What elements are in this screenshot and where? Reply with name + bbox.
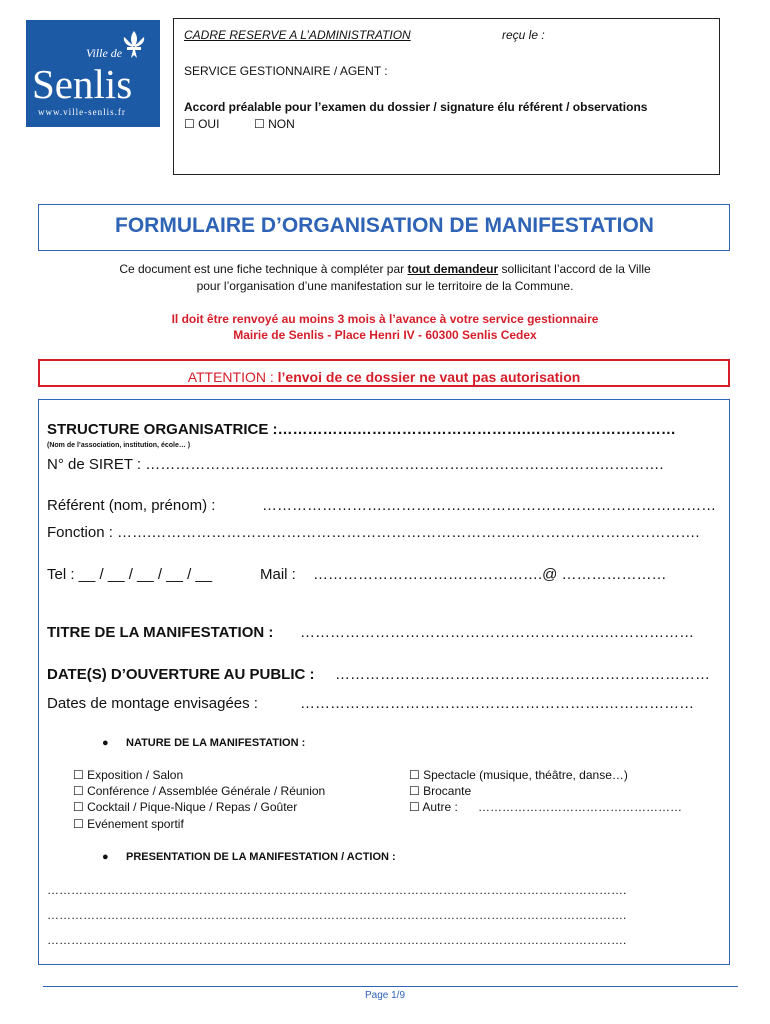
nature-option-sportif[interactable]: ☐ Evénement sportif	[73, 817, 184, 831]
nature-bullet: ●	[102, 737, 109, 749]
montage-field[interactable]: …………………………………………………….………………	[300, 695, 695, 712]
tel-field[interactable]: Tel : __ / __ / __ / __ / __	[47, 566, 213, 583]
nature-option-brocante[interactable]: ☐ Brocante	[409, 784, 472, 798]
attention-banner	[38, 359, 730, 387]
referent-label: Référent (nom, prénom) :	[47, 497, 216, 514]
mail-field[interactable]: ……………………………………….@ …………………	[313, 566, 667, 583]
admin-reserved-box	[173, 18, 720, 175]
admin-cadre-label: CADRE RESERVE A L’ADMINISTRATION	[184, 28, 411, 42]
siret-field[interactable]: N° de SIRET : …………………….…………………………………………………………………….	[47, 456, 664, 473]
structure-field[interactable]: STRUCTURE ORGANISATRICE :…………….…………………………….…………………………	[47, 421, 676, 438]
nature-option-exposition[interactable]: ☐ Exposition / Salon	[73, 768, 184, 782]
notice-line-2: Mairie de Senlis - Place Henri IV - 60300 Senlis Cedex	[233, 328, 537, 342]
fonction-field[interactable]: Fonction : …….……………………………………………………………….……………………………….	[47, 524, 700, 541]
nature-option-spectacle[interactable]: ☐ Spectacle (musique, théâtre, danse…)	[409, 768, 628, 782]
presentation-line[interactable]: ……………………………………………………………………………………………………………………………….	[47, 883, 627, 897]
nature-title: NATURE DE LA MANIFESTATION :	[126, 737, 306, 749]
referent-field[interactable]: …………………….…………………………………………………………	[262, 497, 717, 514]
nature-option-autre[interactable]: ☐ Autre :	[409, 800, 458, 814]
oui-checkbox[interactable]: ☐ OUI	[184, 117, 220, 131]
admin-service-label: SERVICE GESTIONNAIRE / AGENT :	[184, 64, 388, 78]
logo-ville: Ville de	[86, 46, 123, 60]
dates-field[interactable]: …………………………………………………………………	[335, 666, 710, 683]
attention-sep: :	[265, 369, 278, 385]
montage-label: Dates de montage envisagées :	[47, 695, 258, 712]
title-box	[38, 204, 730, 251]
presentation-title: PRESENTATION DE LA MANIFESTATION / ACTION :	[126, 851, 396, 863]
dates-label: DATE(S) D’OUVERTURE AU PUBLIC :	[47, 666, 315, 683]
footer-divider	[43, 986, 738, 987]
presentation-bullet: ●	[102, 851, 109, 863]
intro-text-after: sollicitant l’accord de la Ville	[498, 262, 651, 276]
notice-line-1: Il doit être renvoyé au moins 3 mois à l’avance à votre service gestionnaire	[171, 312, 599, 326]
intro-text: Ce document est une fiche technique à compléter par	[119, 262, 408, 276]
titre-field[interactable]: …………………………………………………….………………	[300, 624, 695, 641]
intro-line-1	[0, 262, 770, 276]
presentation-line[interactable]: ……………………………………………………………………………………………………………………………….	[47, 933, 627, 947]
page-title: FORMULAIRE D’ORGANISATION DE MANIFESTATION	[115, 214, 654, 237]
intro-emphasis: tout demandeur	[407, 262, 499, 276]
admin-accord-label: Accord préalable pour l’examen du dossier / signature élu référent / observations	[184, 100, 648, 114]
titre-label: TITRE DE LA MANIFESTATION :	[47, 624, 274, 641]
structure-note: (Nom de l’association, institution, école… )	[47, 442, 191, 449]
attention-text: l’envoi de ce dossier ne vaut pas autorisation	[277, 369, 581, 385]
intro-line-2: pour l’organisation d’une manifestation sur le territoire de la Commune.	[196, 279, 574, 293]
logo-name: Senlis	[32, 61, 133, 107]
fleur-de-lis-icon	[121, 30, 147, 60]
senlis-logo	[26, 20, 160, 127]
admin-recu-label: reçu le :	[502, 28, 545, 42]
nature-option-cocktail[interactable]: ☐ Cocktail / Pique-Nique / Repas / Goûter	[73, 800, 298, 814]
page-number: Page 1/9	[364, 990, 406, 1001]
non-checkbox[interactable]: ☐ NON	[254, 117, 295, 131]
nature-option-conference[interactable]: ☐ Conférence / Assemblée Générale / Réunion	[73, 784, 326, 798]
logo-url: www.ville-senlis.fr	[38, 107, 126, 117]
mail-label: Mail :	[260, 566, 296, 583]
autre-field[interactable]: ……………………………………………	[478, 800, 682, 814]
attention-label: ATTENTION	[187, 369, 266, 385]
presentation-line[interactable]: ……………………………………………………………………………………………………………………………….	[47, 908, 627, 922]
